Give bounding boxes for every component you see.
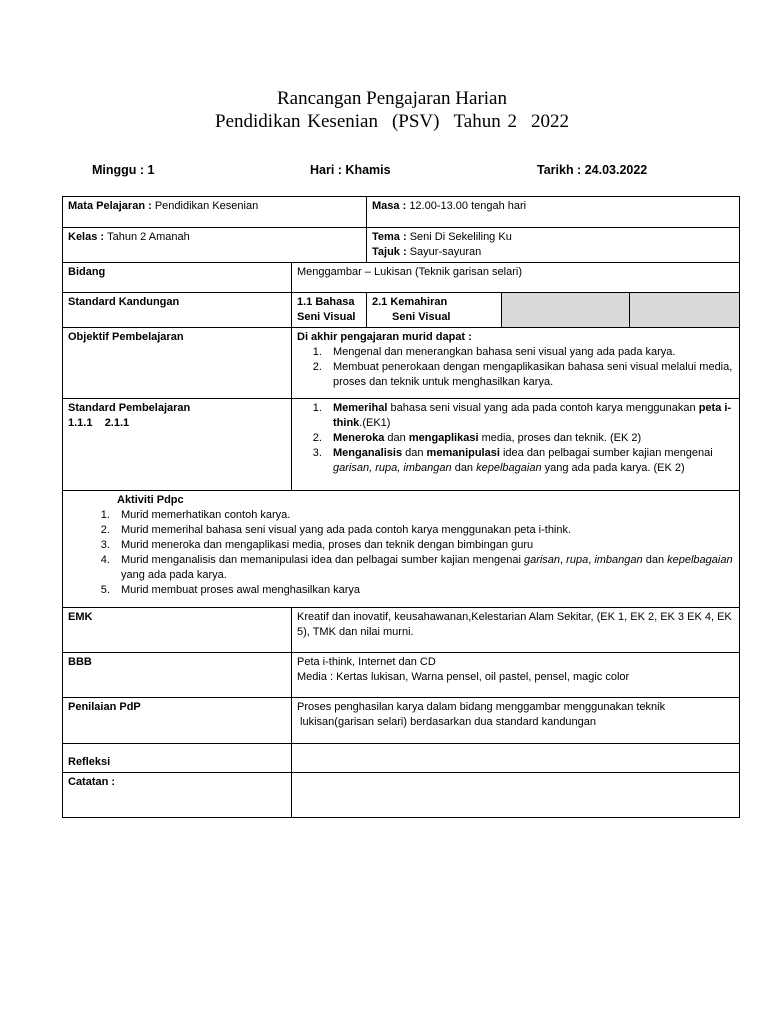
content-standard-1-line2: Seni Visual — [297, 311, 356, 323]
row-class — [63, 228, 740, 263]
time-sep: : — [399, 200, 410, 212]
content-standard-2-line2: Seni Visual — [392, 311, 451, 323]
theme-label: Tema — [372, 231, 400, 243]
objective-item: 1. Mengenal dan menerangkan bahasa seni visual yang ada pada karya. — [325, 345, 734, 360]
learning-standard-codes: 1.1.1 2.1.1 — [68, 417, 130, 429]
subject-cell — [63, 197, 367, 228]
sp3-text: idea dan pelbagai sumber kajian mengenai — [499, 447, 713, 459]
class-sep: : — [97, 231, 108, 243]
sp1-verb: Memerihal — [333, 402, 388, 414]
content-standard-1 — [292, 293, 367, 328]
learning-standard-items — [292, 399, 740, 491]
topic-value: Sayur-sayuran — [409, 246, 482, 258]
sp2-end: media, proses dan teknik. (EK 2) — [478, 432, 642, 444]
objectives-intro: Di akhir pengajaran murid dapat : — [297, 331, 472, 343]
class-year: Tahun 2 — [453, 111, 517, 132]
activity-item: 2. Murid memerihal bahasa seni visual yang ada pada contoh karya menggunakan peta i-think. — [113, 523, 734, 538]
row-notes — [63, 773, 740, 818]
learning-standard-item — [325, 431, 734, 446]
objective-item: 2. Membuat penerokaan dengan mengaplikasikan bahasa seni visual melalui media, proses dan teknik untuk menghasilkan karya. — [325, 360, 734, 390]
subject-value: Pendidikan Kesenian — [154, 200, 259, 212]
row-emk — [63, 608, 740, 653]
learning-standard-item — [325, 401, 734, 431]
content-standard-2 — [367, 293, 502, 328]
sp3-mid: dan — [402, 447, 427, 459]
content-standard-blank-1 — [502, 293, 630, 328]
activity-item: 3. Murid meneroka dan mengaplikasi media, proses dan teknik dengan bimbingan guru — [113, 538, 734, 553]
row-reflection — [63, 744, 740, 773]
a4-balance: imbangan — [594, 554, 643, 566]
learning-standard-list — [297, 401, 734, 476]
a4-shape: rupa — [566, 554, 589, 566]
learning-standard-item — [325, 446, 734, 476]
content-standard-blank-2 — [630, 293, 740, 328]
theme-cell — [367, 228, 740, 263]
learning-standard-label: Standard Pembelajaran — [68, 402, 191, 414]
class-label: Kelas — [68, 231, 98, 243]
reflection-label: Refleksi — [63, 744, 292, 773]
notes-value — [292, 773, 740, 818]
assessment-line1: Proses penghasilan karya dalam bidang menggambar menggunakan teknik — [297, 701, 666, 713]
sp1-text: bahasa seni visual yang ada pada contoh karya menggunakan — [387, 402, 699, 414]
row-bbb — [63, 653, 740, 698]
a4-comma2: , — [588, 554, 595, 566]
a4-text: Murid menganalisis dan memanipulasi idea dan pelbagai sumber kajian mengenai — [121, 554, 524, 566]
a4-end: yang ada pada karya. — [121, 569, 227, 581]
class-cell — [63, 228, 367, 263]
row-activities — [63, 491, 740, 608]
subject-sep: : — [145, 200, 155, 212]
content-standard-2-line1: 2.1 Kemahiran — [372, 296, 448, 308]
day-label: Hari : Khamis — [310, 163, 391, 177]
sp3-variety: kepelbagaian — [476, 462, 542, 474]
bbb-line2: Media : Kertas lukisan, Warna pensel, oil pastel, pensel, magic color — [297, 671, 630, 683]
content-standard-1-line1: 1.1 Bahasa — [297, 296, 355, 308]
objectives-list — [297, 345, 734, 390]
sp3-verb2: memanipulasi — [426, 447, 500, 459]
field-label: Bidang — [63, 263, 292, 293]
sp1-end: .(EK1) — [359, 417, 391, 429]
assessment-cell — [292, 698, 740, 744]
a4-comma1: , — [560, 554, 567, 566]
subject-name: Pendidikan Kesenian — [215, 111, 378, 132]
sp1-tool: peta i-think — [333, 402, 732, 429]
activity-item — [113, 553, 734, 583]
calendar-year: 2022 — [530, 111, 569, 132]
emk-value: Kreatif dan inovatif, keusahawanan,Kelestarian Alam Sekitar, (EK 1, EK 2, EK 3 EK 4, EK 5), TMK dan nilai murni. — [292, 608, 740, 653]
learning-standard-cell — [63, 399, 292, 491]
document-title: Rancangan Pengajaran Harian — [276, 88, 507, 109]
assessment-line2: lukisan(garisan selari) berdasarkan dua standard kandungan — [297, 716, 597, 728]
document-subtitle — [0, 110, 768, 134]
row-assessment — [63, 698, 740, 744]
row-objectives — [63, 328, 740, 399]
subject-code: (PSV) — [391, 111, 440, 132]
bbb-cell — [292, 653, 740, 698]
row-learning-standard — [63, 399, 740, 491]
sp3-verb: Menganalisis — [333, 447, 403, 459]
sp2-verb: Meneroka — [333, 432, 385, 444]
topic-label: Tajuk — [372, 246, 400, 258]
row-subject — [63, 197, 740, 228]
a4-variety: kepelbagaian — [667, 554, 733, 566]
activities-label: Aktiviti Pdpc — [117, 494, 184, 506]
content-standard-label: Standard Kandungan — [63, 293, 292, 328]
row-content-standard — [63, 293, 740, 328]
objectives-cell — [292, 328, 740, 399]
lesson-plan-table — [62, 196, 740, 818]
assessment-label: Penilaian PdP — [63, 698, 292, 744]
field-value: Menggambar – Lukisan (Teknik garisan selari) — [292, 263, 740, 293]
activity-item: 5. Murid membuat proses awal menghasilkan karya — [113, 583, 734, 598]
notes-label: Catatan : — [63, 773, 292, 818]
time-cell — [367, 197, 740, 228]
time-value: 12.00-13.00 tengah hari — [409, 200, 527, 212]
sp3-and: dan — [451, 462, 477, 474]
time-label: Masa — [372, 200, 400, 212]
sp3-end: yang ada pada karya. (EK 2) — [541, 462, 685, 474]
week-label: Minggu : 1 — [92, 163, 155, 177]
bbb-line1: Peta i-think, Internet dan CD — [297, 656, 436, 668]
sp2-verb2: mengaplikasi — [408, 432, 479, 444]
activity-item: 1. Murid memerhatikan contoh karya. — [113, 508, 734, 523]
topic-sep: : — [399, 246, 410, 258]
activities-cell — [63, 491, 740, 608]
a4-and: dan — [642, 554, 668, 566]
subject-label: Mata Pelajaran — [68, 200, 146, 212]
bbb-label: BBB — [63, 653, 292, 698]
date-label: Tarikh : 24.03.2022 — [537, 163, 648, 177]
theme-value: Seni Di Sekeliling Ku — [409, 231, 512, 243]
row-field — [63, 263, 740, 293]
class-value: Tahun 2 Amanah — [107, 231, 190, 243]
sp2-mid: dan — [384, 432, 409, 444]
a4-line: garisan — [523, 554, 561, 566]
reflection-value — [292, 744, 740, 773]
activities-list — [68, 508, 734, 598]
emk-label: EMK — [63, 608, 292, 653]
sp3-elements: garisan, rupa, imbangan — [333, 462, 452, 474]
objectives-label: Objektif Pembelajaran — [63, 328, 292, 399]
theme-sep: : — [399, 231, 410, 243]
